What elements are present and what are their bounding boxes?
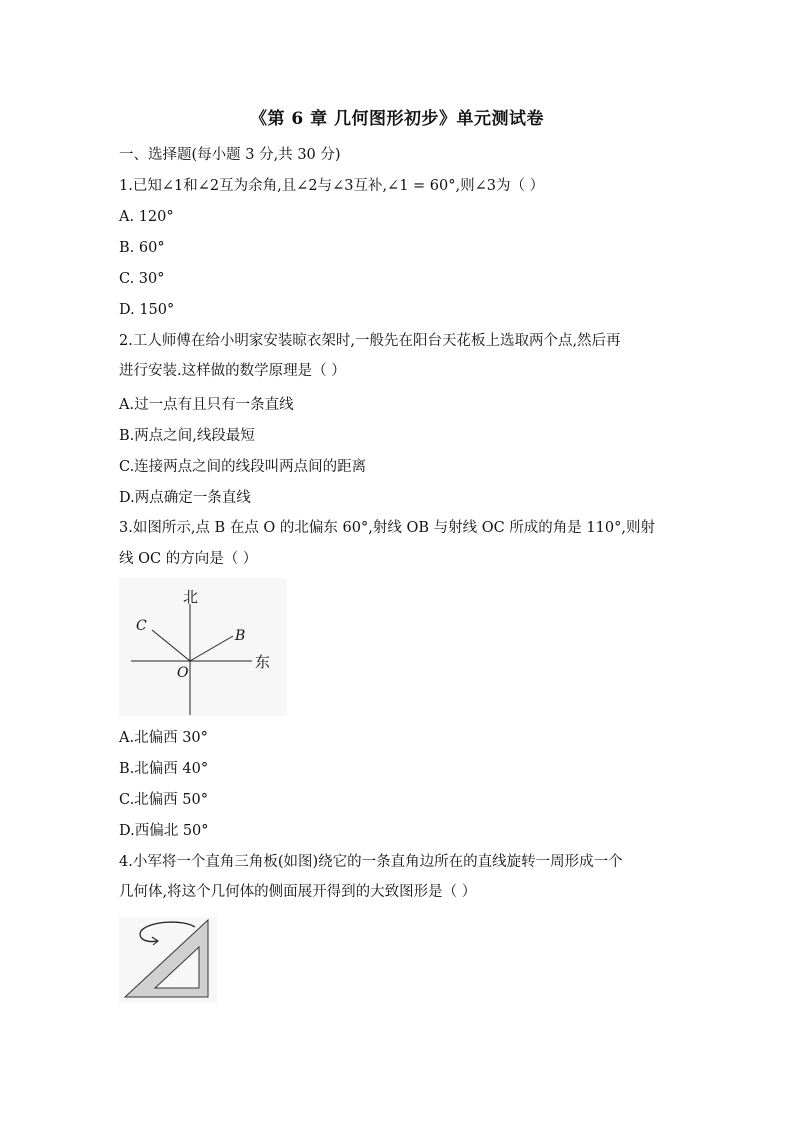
east-label: 东	[255, 653, 271, 671]
rotation-arrow-icon	[140, 922, 195, 941]
question-4-stem-line-2: 几何体,将这个几何体的侧面展开得到的大致图形是（ ）	[119, 884, 477, 900]
triangle-ruler-shape	[125, 920, 208, 997]
question-3-stem-line-2: 线 OC 的方向是（ ）	[119, 551, 258, 567]
question-3-option-d: D.西偏北 50°	[119, 823, 209, 839]
point-o-label: O	[177, 665, 189, 681]
question-2-option-b: B.两点之间,线段最短	[119, 428, 255, 444]
question-3-option-a: A.北偏西 30°	[119, 730, 208, 746]
question-1-stem: 1.已知∠1和∠2互为余角,且∠2与∠3互补,∠1 = 60°,则∠3为（ ）	[119, 178, 545, 194]
page-title: 《第 6 章 几何图形初步》单元测试卷	[249, 109, 545, 129]
question-2-option-a: A.过一点有且只有一条直线	[119, 397, 294, 413]
question-2-stem-line-1: 2.工人师傅在给小明家安装晾衣架时,一般先在阳台天花板上选取两个点,然后再	[119, 333, 621, 349]
question-1-option-a: A. 120°	[119, 209, 174, 225]
question-3-option-c: C.北偏西 50°	[119, 792, 208, 808]
triangle-ruler-diagram	[119, 917, 217, 1003]
question-1-option-b: B. 60°	[119, 240, 165, 256]
question-1-option-c: C. 30°	[119, 271, 165, 287]
question-3-option-b: B.北偏西 40°	[119, 761, 209, 777]
question-2-option-d: D.两点确定一条直线	[119, 490, 251, 506]
question-2-option-c: C.连接两点之间的线段叫两点间的距离	[119, 459, 367, 475]
ray-ob	[190, 636, 233, 661]
direction-figure	[119, 578, 287, 716]
north-label: 北	[183, 588, 199, 606]
ray-oc	[152, 630, 190, 661]
section-heading: 一、选择题(每小题 3 分,共 30 分)	[119, 147, 341, 163]
triangle-ruler-figure	[119, 917, 217, 1003]
question-2-stem-line-2: 进行安装.这样做的数学原理是（ ）	[119, 363, 346, 379]
question-4-stem-line-1: 4.小军将一个直角三角板(如图)绕它的一条直角边所在的直线旋转一周形成一个	[119, 854, 623, 870]
question-1-option-d: D. 150°	[119, 302, 175, 318]
point-c-label: C	[136, 618, 147, 634]
question-3-stem-line-1: 3.如图所示,点 B 在点 O 的北偏东 60°,射线 OB 与射线 OC 所成的角是 110°,则射	[119, 520, 655, 536]
direction-diagram	[119, 578, 287, 716]
point-b-label: B	[235, 628, 246, 644]
